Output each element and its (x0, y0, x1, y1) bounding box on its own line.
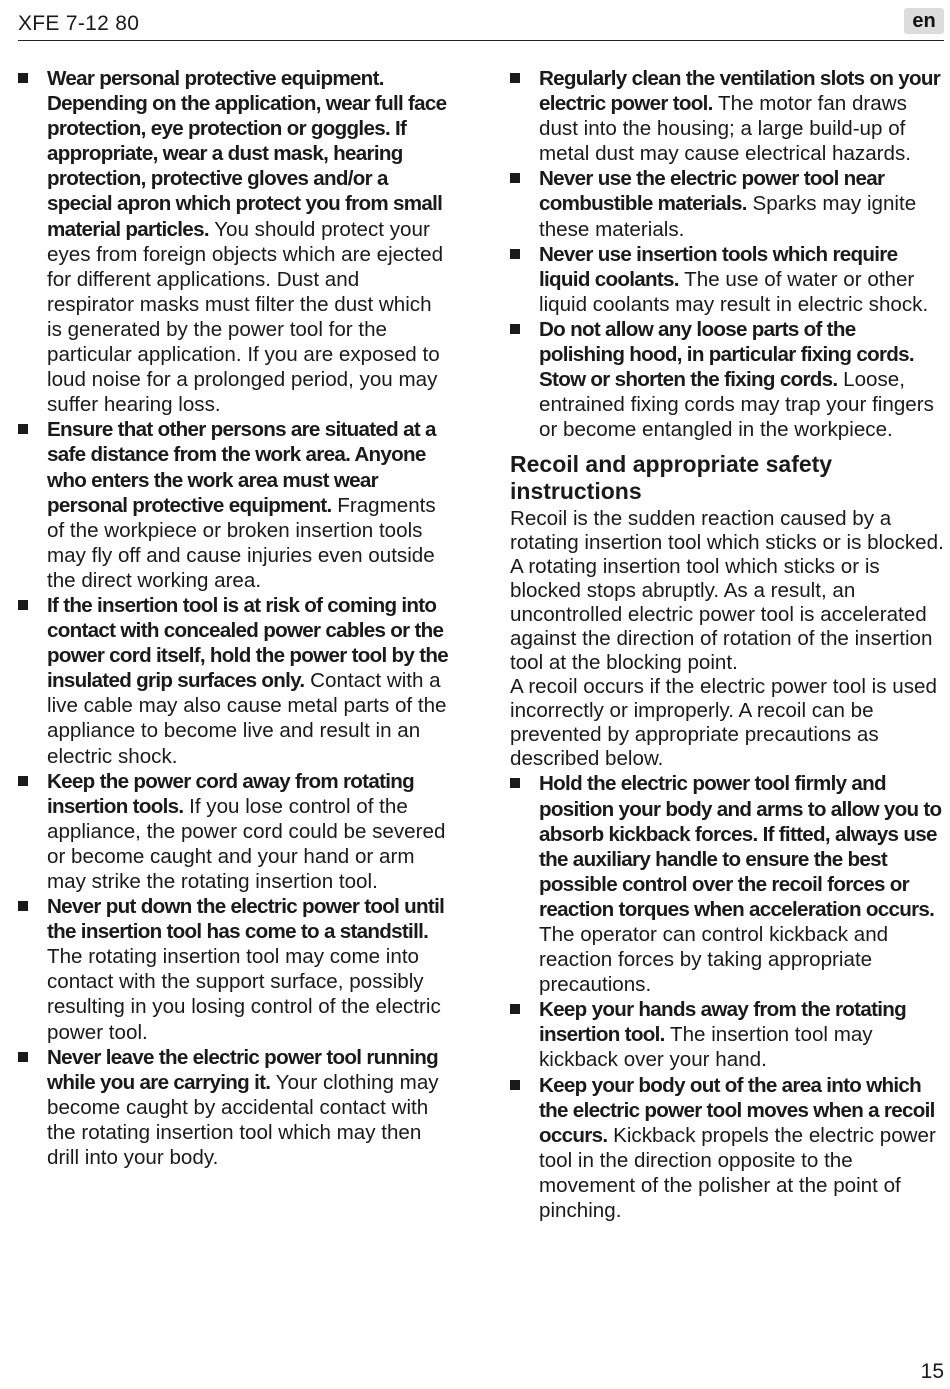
language-badge: en (904, 8, 944, 34)
list-item (510, 242, 944, 317)
right-column (510, 66, 944, 1223)
item-text: If you lose control of the appliance, the power cord could be severed or become caught and your hand or arm may strike the rotating insertion tool. (47, 794, 446, 893)
bullet-icon (510, 73, 520, 83)
bullet-icon (18, 901, 28, 911)
item-lead: Ensure that other persons are situated at a safe distance from the work area. Anyone who enters the work area must wear personal protective equipment. (47, 418, 436, 517)
item-lead: Never put down the electric power tool until the insertion tool has come to a standstill. (47, 895, 445, 944)
bullet-icon (18, 1052, 28, 1062)
bullet-icon (18, 424, 28, 434)
item-text: The rotating insertion tool may come into contact with the support surface, possibly resulting in you losing control of the electric power tool. (47, 945, 441, 1044)
item-text: Fragments of the workpiece or broken insertion tools may fly off and cause injuries even outside the direct working area. (47, 493, 436, 592)
page-number: 15 (920, 1360, 944, 1383)
item-lead: Keep the power cord away from rotating insertion tools. (47, 769, 415, 818)
item-text: Loose, entrained fixing cords may trap your fingers or become entangled in the workpiece. (539, 368, 934, 442)
bullet-icon (18, 73, 28, 83)
item-lead: Do not allow any loose parts of the polishing hood, in particular fixing cords. Stow or shorten the fixing cords. (539, 317, 914, 392)
list-item (510, 166, 944, 241)
bullet-icon (510, 1004, 520, 1014)
list-item (18, 417, 450, 593)
list-item (18, 769, 450, 894)
item-lead: If the insertion tool is at risk of coming into contact with concealed power cables or the power cord itself, hold the power tool by the insulated grip surfaces only. (47, 593, 448, 693)
bullet-icon (510, 1080, 520, 1090)
list-item (18, 1045, 450, 1170)
page-header (18, 8, 944, 41)
item-text: Kickback propels the electric power tool in the direction opposite to the movement of the polisher at the point of pinching. (539, 1123, 936, 1222)
item-lead: Wear personal protective equipment. Depending on the application, wear full face protection, eye protection or goggles. If appropriate, wear a dust mask, hearing protection, protective gloves and/or a special apron which protect you from small material particles. (47, 67, 447, 241)
item-text: Contact with a live cable may also cause metal parts of the appliance to become live and result in an electric shock. (47, 669, 447, 768)
list-item (510, 771, 944, 997)
bullet-icon (18, 600, 28, 610)
item-lead: Never use insertion tools which require liquid coolants. (539, 242, 898, 291)
item-lead: Keep your hands away from the rotating insertion tool. (539, 998, 907, 1047)
item-lead: Regularly clean the ventilation slots on your electric power tool. (539, 67, 941, 116)
list-item (18, 593, 450, 769)
item-lead: Never leave the electric power tool running while you are carrying it. (47, 1045, 439, 1094)
left-column (18, 66, 450, 1170)
bullet-icon (510, 324, 520, 334)
list-item (510, 997, 944, 1072)
item-lead: Never use the electric power tool near combustible materials. (539, 167, 885, 216)
item-text: Your clothing may become caught by accidental contact with the rotating insertion tool which may then drill into your body. (47, 1070, 439, 1170)
bullet-icon (18, 776, 28, 786)
list-item (18, 894, 450, 1045)
list-item (510, 1073, 944, 1224)
item-text: The insertion tool may kickback over your hand. (539, 1023, 873, 1072)
item-text: The operator can control kickback and reaction forces by taking appropriate precautions. (539, 922, 889, 997)
item-lead: Hold the electric power tool firmly and position your body and arms to allow you to absorb kickback forces. If fitted, always use the auxiliary handle to ensure the best possible control over the recoil forces or reaction torques when acceleration occurs. (539, 772, 942, 921)
list-item (18, 66, 450, 417)
bullet-icon (510, 778, 520, 788)
paragraph: A recoil occurs if the electric power tool is used incorrectly or improperly. A recoil can be prevented by appropriate precautions as described below. (510, 675, 937, 771)
section-heading: Recoil and appropriate safety instructions (510, 451, 833, 505)
bullet-icon (510, 173, 520, 183)
list-item (510, 66, 944, 166)
item-text: The use of water or other liquid coolants may result in electric shock. (539, 267, 929, 316)
bullet-icon (510, 249, 520, 259)
model-name: XFE 7-12 80 (18, 12, 140, 35)
item-text: The motor fan draws dust into the housing; a large build-up of metal dust may cause electrical hazards. (539, 92, 911, 166)
item-text: You should protect your eyes from foreign objects which are ejected for different applications. Dust and respirator masks must filter the dust which is generated by the power tool for the particular application. If you are exposed to loud noise for a prolonged period, you may suffer hearing loss. (47, 217, 444, 417)
item-lead: Keep your body out of the area into which the electric power tool moves when a recoil occurs. (539, 1073, 935, 1147)
item-text: Sparks may ignite these materials. (539, 192, 917, 241)
list-item (510, 317, 944, 442)
paragraph: Recoil is the sudden reaction caused by a rotating insertion tool which sticks or is blocked. A rotating insertion tool which sticks or is blocked stops abruptly. As a result, an uncontrolled electric power tool is accelerated against the direction of rotation of the insertion tool at the blocking point. (510, 507, 944, 675)
